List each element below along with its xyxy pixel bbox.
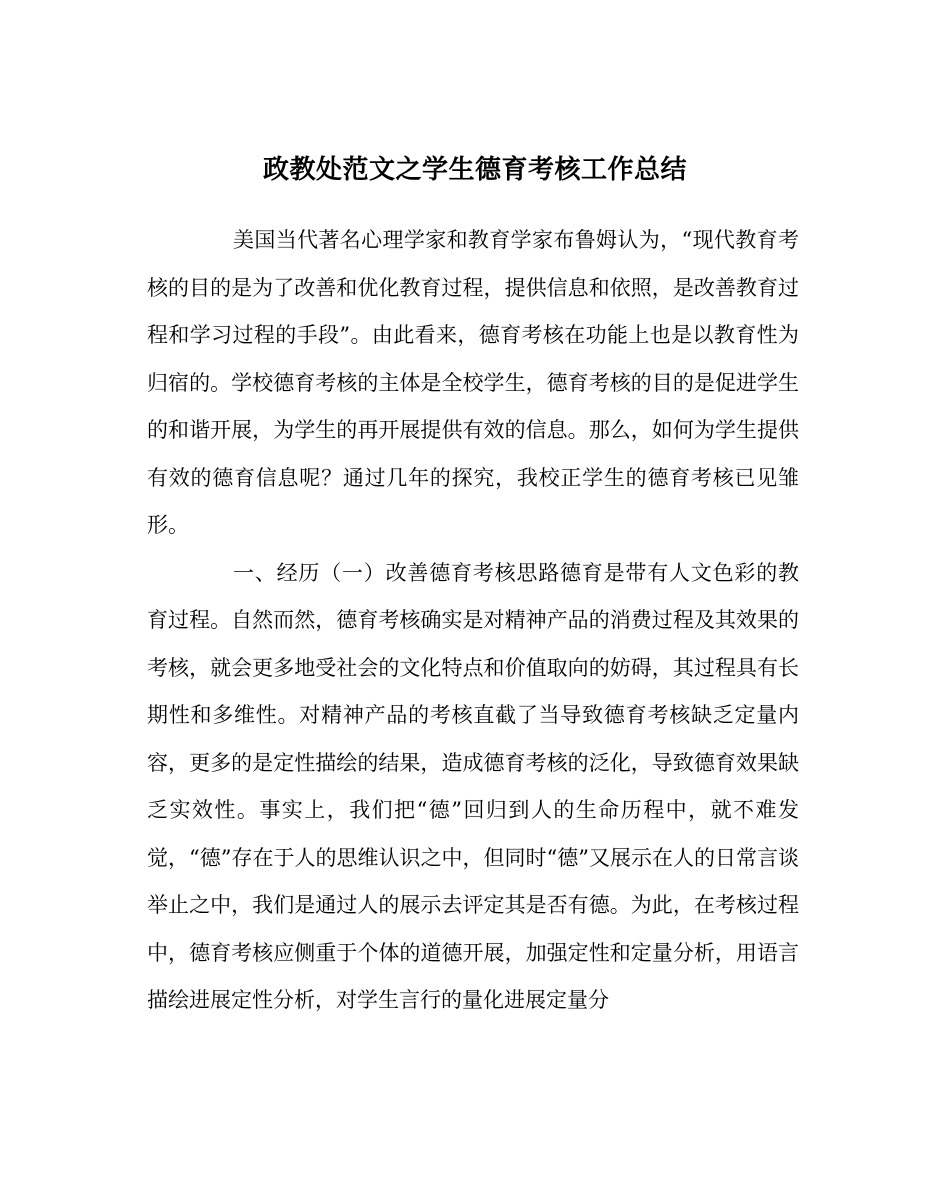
- paragraph-intro: 美国当代著名心理学家和教育学家布鲁姆认为，“现代教育考核的目的是为了改善和优化教育过程，提供信息和依照，是改善教育过程和学习过程的手段”。由此看来，德育考核在功能上也是以教育性为归宿的。学校德育考核的主体是全校学生，德育考核的目的是促进学生的和谐开展，为学生的再开展提供有效的信息。那么，如何为学生提供有效的德育信息呢？通过几年的探究，我校正学生的德育考核已见雏形。: [147, 228, 799, 537]
- document-body: [147, 217, 799, 1025]
- paragraph-section-one: 一、经历（一）改善德育考核思路德育是带有人文色彩的教育过程。自然而然，德育考核确实是对精神产品的消费过程及其效果的考核，就会更多地受社会的文化特点和价值取向的妨碍，其过程具有长期性和多维性。对精神产品的考核直截了当导致德育考核缺乏定量内容，更多的是定性描绘的结果，造成德育考核的泛化，导致德育效果缺乏实效性。事实上，我们把“德”回归到人的生命历程中，就不难发觉，“德”存在于人的思维认识之中，但同时“德”又展示在人的日常言谈举止之中，我们是通过人的展示去评定其是否有德。为此，在考核过程中，德育考核应侧重于个体的道德开展，加强定性和定量分析，用语言描绘进展定性分析，对学生言行的量化进展定量分: [147, 560, 799, 1012]
- document-title: 政教处范文之学生德育考核工作总结: [262, 155, 687, 186]
